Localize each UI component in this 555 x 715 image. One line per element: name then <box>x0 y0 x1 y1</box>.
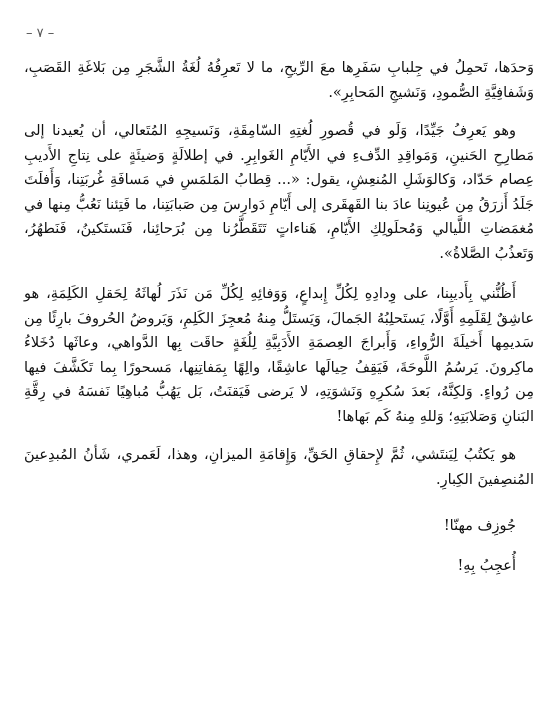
paragraph-4: هو يَكتُبُ لِيَنتَشي، ثُمَّ لإِحقاقِ الحَقِّ، وَإِقامَةِ الميزانِ، وهذا، لَعَمري، شَأنُ المُبدِعينَ المُنصِفينَ الكِبارِ. <box>24 447 534 488</box>
document-body <box>24 56 534 586</box>
page-number: – ٧ – <box>26 26 55 41</box>
signoff-line-1: جُوزِف مهنّا! <box>443 518 516 534</box>
signoff-line-2: أُعجِبُ بِهِ! <box>457 558 516 574</box>
paragraph-3: أَظُنُّني بِأَديبِنا، على وِدادِهِ لِكُلِّ إِبداعٍ، وَوَفائِهِ لِكُلِّ مَن نَذَرَ لُهاثَهُ لِحَقلِ الكَلِمَةِ، هو عاشِقٌ لِقَلَمِهِ أَوَّلًا، يَستَحلِبُهُ الجَمالَ، وَيَستَلُّ مِنهُ مُعجِزَ الكَلِمِ، وَيَروضُ الحُروفَ بارِئًا مِن سَديمِها أَخيلَةَ الرُّواءِ، وَأَبراجَ العِصمَةِ الأَدَبِيَّةِ لِلُغَةٍ حاقَت بِها الدَّواهي، وعاثَها دُخَلاءُ ماكِرونَ. يَرسُمُ اللَّوحَةَ، فَيَقِفُ حِيالَها عاشِقًا، والِهًا بِمَفاتِنِها، مَسحورًا بِما تَكَشَّفَ فيها مِن رُواءٍ. وَلكِنَّهُ، بَعدَ سُكرِهِ وَنَشوَتِهِ، لا يَرضى فَيَقنَتُ، بَل يَهُبُّ مُباهِيًا نَفسَهُ في رِقَّةِ البَنانِ وَصَلابَتِهِ؛ وَللهِ مِنهُ كَم بَهاها! <box>24 286 534 425</box>
paragraph-1: وَحدَها، تَحمِلُ في جِلبابِ سَفَرِها معَ الرِّيحِ، ما لا تَعرِفُهُ لُغَةُ الشَّجَرِ مِن بَلاغَةِ القَصَبِ، وَشَفافِيَّةِ الصُّمودِ، وَنَشيجِ المَحابِرِ». <box>24 60 534 101</box>
paragraph-2: وهو يَعرِفُ جَيِّدًا، وَلَو في قُصورِ لُغتِهِ السّامِقَةِ، وَنَسيجِهِ المُتَعالي، أن يُعيدنا إلى مَطارِحِ الحَنينِ، وَمَواقِدِ الدِّفءِ في الأَيّامِ الغَوابِرِ. في إطلالَةٍ وَضيئَةٍ على نِتاجِ الأَديبِ عِصام حَدّاد، وَكالوَشَلِ المُنعِشِ، يقول: «... قِطابُ المَلمَسِ في مَسافَةِ غُربَتِنا، وَأَفلَتَ جَلَدُ أَزرَقُ مِن عُيونِنا عادَ بنا القَهقَرى إلى أَيّامِ دَوارِسَ مِن صَبابَتِنا، ما فَتِئنا نَعُبُّ مِنها في مُغمَضاتِ اللَّيالي وَمُحلَولِكِ الأَيّامِ، هَناءاتٍ تَتَقَطَّرُنا مِن بُرَحائِنا، فَنَستَكينُ، فَنَطهُرُ، وَتَعذُبُ الصَّلاةُ». <box>24 123 534 262</box>
